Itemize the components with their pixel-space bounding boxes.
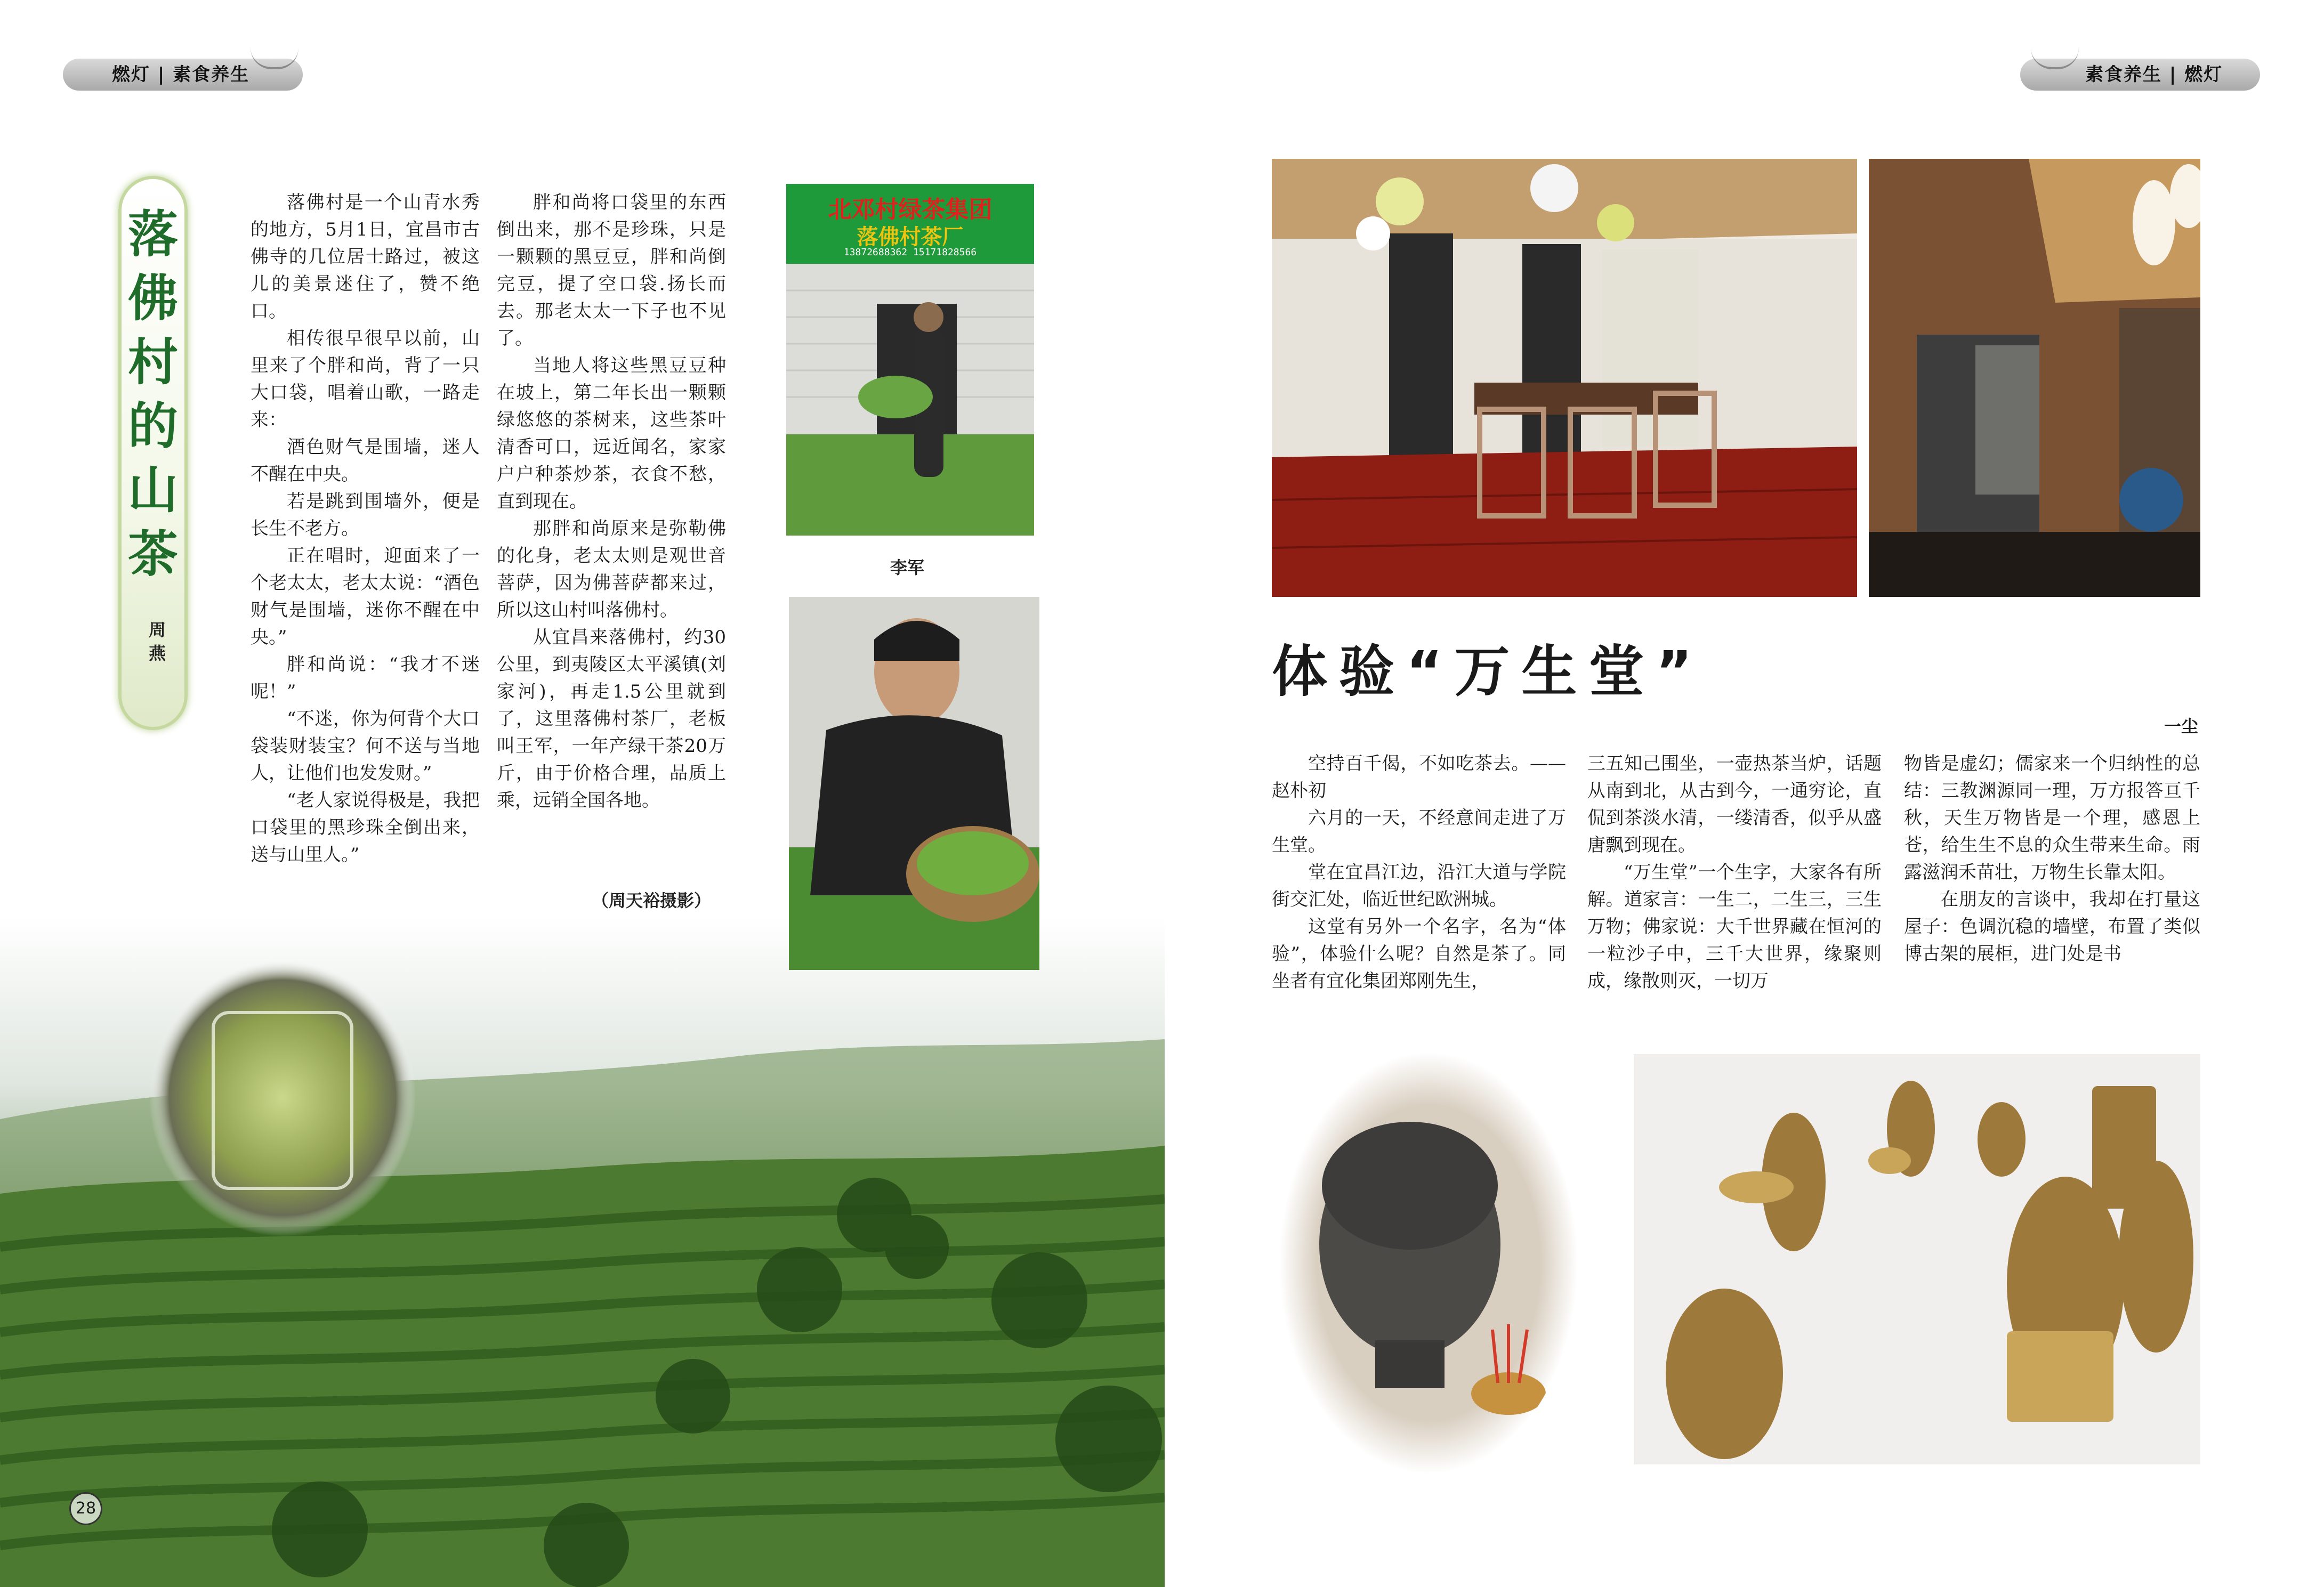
bronze-figurines-photo xyxy=(1634,1054,2200,1464)
paragraph: 落佛村是一个山青水秀的地方，5月1日，宜昌市古佛寺的几位居士路过，被这儿的美景迷住了，赞不绝口。 xyxy=(251,192,480,322)
photo-credit: （周天裕摄影） xyxy=(592,890,712,911)
factory-sign-phones: 13872688362 15171828566 xyxy=(843,247,977,258)
buddha-head-photo xyxy=(1279,1052,1578,1473)
article2-column-2 xyxy=(1587,750,1882,995)
factory-photo-caption: 李军 xyxy=(890,557,925,578)
paragraph: 正在唱时，迎面来了一个老太太，老太太说：“酒色财气是围墙，迷你不醒在中央。” xyxy=(251,545,480,648)
paragraph: 那胖和尚原来是弥勒佛的化身，老太太则是观世音菩萨，因为佛菩萨都来过，所以这山村叫落佛村。 xyxy=(497,518,726,621)
tea-plantation-photo xyxy=(0,917,1165,1587)
paragraph: 当地人将这些黑豆豆种在坡上，第二年长出一颗颗绿悠悠的茶树来，这些茶叶清香可口，远近闻名，家家户户种茶炒茶，衣食不愁，直到现在。 xyxy=(497,355,726,512)
right-header-label: 素食养生 | 燃灯 xyxy=(2085,64,2223,85)
paragraph: 胖和尚说：“我才不迷呢！” xyxy=(251,654,480,702)
paragraph: 胖和尚将口袋里的东西倒出来，那不是珍珠，只是一颗颗的黑豆豆，胖和尚倒完豆，提了空口袋.扬长而去。那老太太一下子也不见了。 xyxy=(497,192,726,349)
article2-column-1 xyxy=(1272,750,1566,995)
tea-factory-photo xyxy=(786,184,1034,536)
paragraph: 酒色财气是围墙，迷人不醒在中央。 xyxy=(251,436,480,485)
paragraph: 从宜昌来落佛村，约30公里，到夷陵区太平溪镇(刘家河)，再走1.5公里就到了，这里落佛村茶厂，老板叫王军，一年产绿干茶20万斤，由于价格合理，品质上乘，远销全国各地。 xyxy=(497,627,726,811)
article1-column-1 xyxy=(251,189,480,869)
article2-author: 一尘 xyxy=(2164,716,2199,736)
paragraph: 堂在宜昌江边，沿江大道与学院街交汇处，临近世纪欧洲城。 xyxy=(1272,862,1566,910)
article2-column-3 xyxy=(1904,750,2200,968)
paragraph: 六月的一天，不经意间走进了万生堂。 xyxy=(1272,807,1566,856)
tea-room-photo xyxy=(1272,159,1857,597)
tea-picker-photo xyxy=(789,597,1039,970)
paragraph: 物皆是虚幻；儒家来一个归纳性的总结：三教渊源同一理，万方报答亘千秋，天生万物皆是一个理，感恩上苍，给生生不息的众生带来生命。雨露滋润禾苗壮，万物生长靠太阳。 xyxy=(1904,753,2200,883)
factory-sign-line-2: 落佛村茶厂 xyxy=(857,225,964,249)
paragraph: “老人家说得极是，我把口袋里的黑珍珠全倒出来，送与山里人。” xyxy=(251,790,480,865)
paragraph: 空持百千偈，不如吃茶去。——赵朴初 xyxy=(1272,753,1566,801)
factory-sign-line-1: 北邓村绿茶集团 xyxy=(828,196,992,223)
article1-column-2 xyxy=(497,189,726,814)
article2-title: 体验“万生堂” xyxy=(1272,639,1704,704)
page-number: 28 xyxy=(69,1492,102,1525)
paragraph: 相传很早很早以前，山里来了个胖和尚，背了一只大口袋，唱着山歌，一路走来： xyxy=(251,328,480,431)
paragraph: 这堂有另外一个名字，名为“体验”，体验什么呢？自然是茶了。同坐者有宜化集团郑刚先生， xyxy=(1272,916,1566,992)
hallway-photo xyxy=(1869,159,2200,597)
paragraph: “万生堂”一个生字，大家各有所解。道家言：一生二，二生三，三生万物；佛家说：大千世界藏在恒河的一粒沙子中，三千大世界，缘聚则成，缘散则灭，一切万 xyxy=(1587,862,1882,992)
paragraph: 三五知己围坐，一壶热茶当炉，话题从南到北，从古到今，一通穷论，直侃到茶淡水清，一缕清香，似乎从盛唐飘到现在。 xyxy=(1587,753,1882,856)
article1-title: 落佛村的山茶 xyxy=(127,205,178,584)
left-header-label: 燃灯 | 素食养生 xyxy=(112,64,250,85)
paragraph: “不迷，你为何背个大口袋装财装宝？何不送与当地人，让他们也发发财。” xyxy=(251,708,480,784)
paragraph: 若是跳到围墙外，便是长生不老方。 xyxy=(251,491,480,539)
article1-author: 周 燕 xyxy=(148,620,166,663)
paragraph: 在朋友的言谈中，我却在打量这屋子：色调沉稳的墙壁，布置了类似博古架的展柜，进门处是书 xyxy=(1904,889,2200,965)
